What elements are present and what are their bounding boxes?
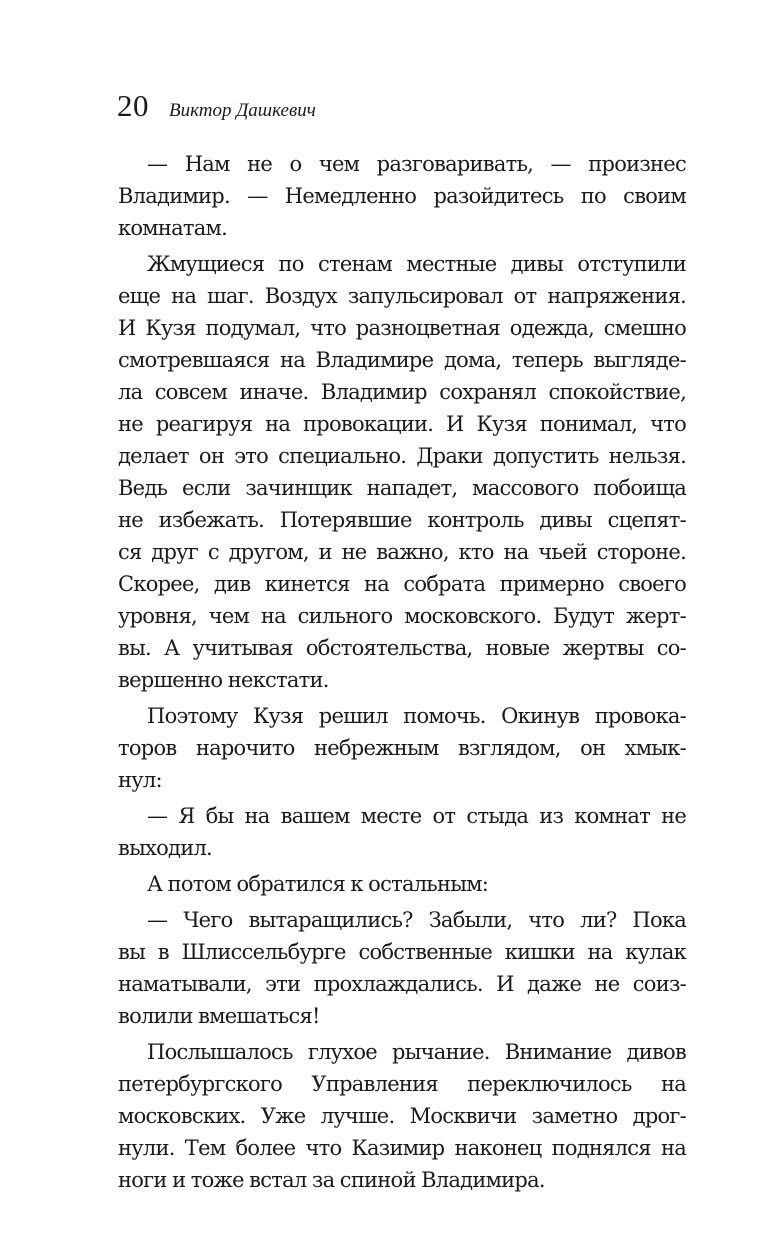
paragraph <box>118 148 686 244</box>
text-line: комнатам. <box>118 216 228 240</box>
text-line: петербургского Управления переключилось на <box>118 1072 686 1096</box>
text-line: А потом обратился к остальным: <box>147 872 489 896</box>
text-line: смотревшаяся на Владимире дома, теперь выгляде- <box>118 348 686 372</box>
text-line: Поэтому Кузя решил помочь. Окинув провока- <box>147 704 686 728</box>
text-line: не избежать. Потерявшие контроль дивы сцепят- <box>118 508 686 532</box>
text-line: московских. Уже лучше. Москвичи заметно дрог- <box>118 1104 686 1128</box>
text-line: вы. А учитывая обстоятельства, новые жертвы со- <box>118 636 686 660</box>
text-line: ся друг с другом, и не важно, кто на чьей стороне. <box>118 540 686 564</box>
text-line: вершенно некстати. <box>118 668 329 692</box>
page-number: 20 <box>117 88 149 123</box>
text-line: волили вмешаться! <box>118 1004 320 1028</box>
text-line: делает он это специально. Драки допустить нельзя. <box>118 444 686 468</box>
text-line: торов нарочито небрежным взглядом, он хмык- <box>118 736 686 760</box>
paragraph <box>118 1036 686 1196</box>
text-line: выходил. <box>118 836 212 860</box>
text-line: нул: <box>118 768 162 792</box>
text-line: вы в Шлиссельбурге собственные кишки на кулак <box>118 940 686 964</box>
paragraph <box>118 800 686 864</box>
paragraph <box>118 700 686 796</box>
text-line: ноги и тоже встал за спиной Владимира. <box>118 1168 545 1192</box>
paragraph <box>118 248 686 696</box>
text-line: — Нам не о чем разговаривать, — произнес <box>147 152 686 176</box>
text-line: Скорее, див кинется на собрата примерно своего <box>118 572 686 596</box>
paragraph <box>118 904 686 1032</box>
text-line: Послышалось глухое рычание. Внимание дивов <box>147 1040 686 1064</box>
text-line: не реагируя на провокации. И Кузя понимал, что <box>118 412 686 436</box>
text-line: еще на шаг. Воздух запульсировал от напряжения. <box>118 284 686 308</box>
text-line: Владимир. — Немедленно разойдитесь по своим <box>118 184 686 208</box>
paragraph <box>118 868 686 900</box>
text-line: нули. Тем более что Казимир наконец поднялся на <box>118 1136 686 1160</box>
text-line: — Чего вытаращились? Забыли, что ли? Пока <box>147 908 686 932</box>
text-line: наматывали, эти прохлаждались. И даже не соиз- <box>118 972 686 996</box>
running-head-author: Виктор Дашкевич <box>169 100 316 121</box>
text-line: уровня, чем на сильного московского. Будут жерт- <box>118 604 686 628</box>
text-line: — Я бы на вашем месте от стыда из комнат не <box>147 804 686 828</box>
running-head <box>117 88 316 124</box>
body-text <box>118 148 686 1196</box>
text-line: И Кузя подумал, что разноцветная одежда, смешно <box>118 316 686 340</box>
text-line: Ведь если зачинщик нападет, массового побоища <box>118 476 686 500</box>
text-line: ла совсем иначе. Владимир сохранял спокойствие, <box>118 380 686 404</box>
text-line: Жмущиеся по стенам местные дивы отступили <box>147 252 686 276</box>
